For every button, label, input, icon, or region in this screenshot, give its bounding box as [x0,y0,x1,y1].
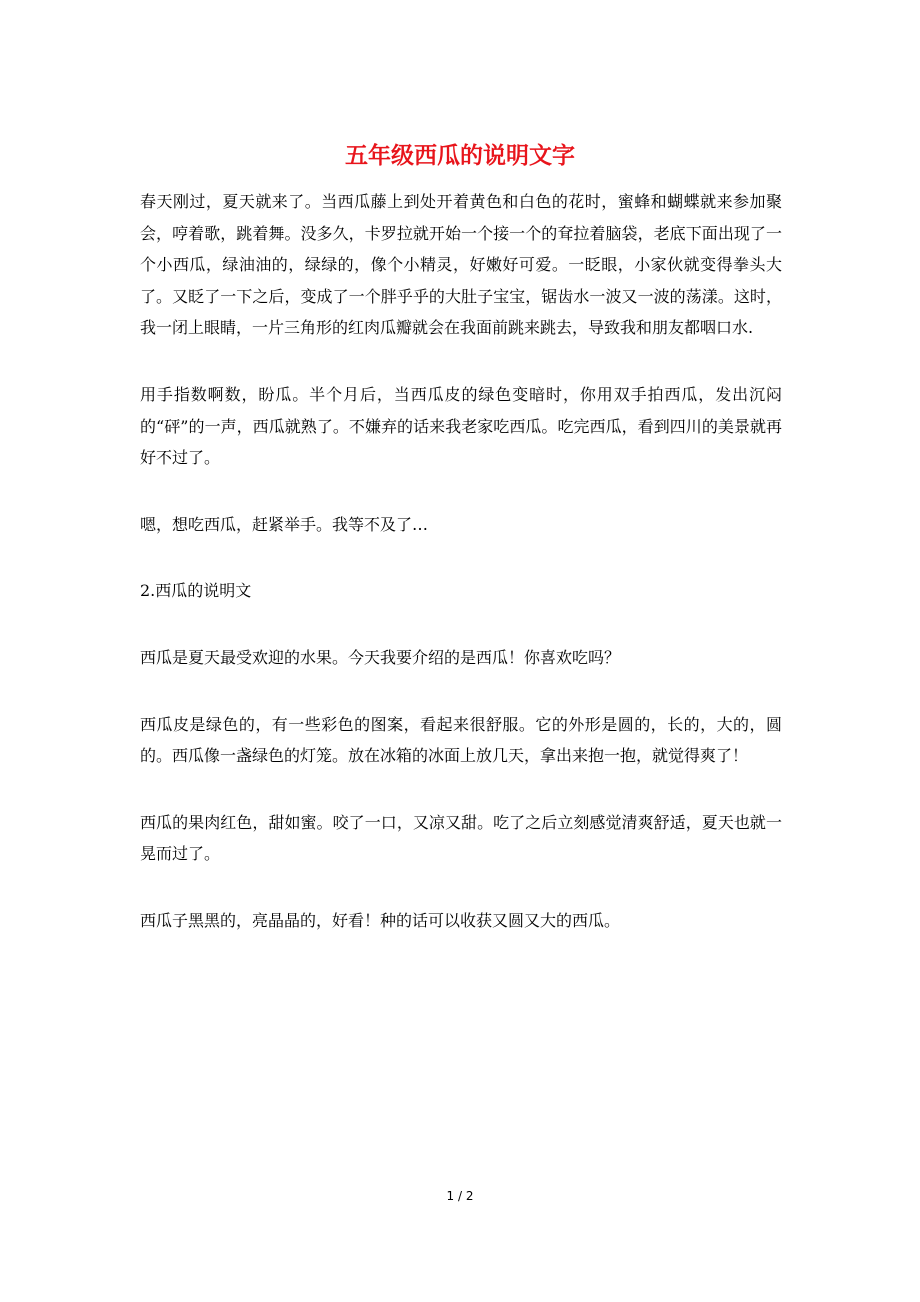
section-heading: 2.西瓜的说明文 [140,581,252,601]
page-number: 1 / 2 [446,1189,474,1203]
document-title: 五年级西瓜的说明文字 [345,142,575,169]
paragraph-seeds: 西瓜子黑黑的，亮晶晶的，好看！种的话可以收获又圆又大的西瓜。 [140,910,621,930]
paragraph-ripe-melon: 用手指数啊数，盼瓜。半个月后，当西瓜皮的绿色变暗时，你用双手拍西瓜，发出沉闷的“砰”的一声，西瓜就熟了。不嫌弃的话来我老家吃西瓜。吃完西瓜，看到四川的美景就再好不过了。 [140,384,782,468]
document-body [140,186,782,972]
paragraph-spring-summer: 春天刚过，夏天就来了。当西瓜藤上到处开着黄色和白色的花时，蜜蜂和蝴蝶就来参加聚会，哼着歌，跳着舞。没多久，卡罗拉就开始一个接一个的耷拉着脑袋，老底下面出现了一个小西瓜，绿油油的，绿绿的，像个小精灵，好嫩好可爱。一眨眼，小家伙就变得拳头大了。又眨了一下之后，变成了一个胖乎乎的大肚子宝宝，锯齿水一波又一波的荡漾。这时，我一闭上眼睛，一片三角形的红肉瓜瓣就会在我面前跳来跳去，导致我和朋友都咽口水. [140,192,782,338]
paragraph-rind: 西瓜皮是绿色的，有一些彩色的图案，看起来很舒服。它的外形是圆的，长的，大的，圆的。西瓜像一盏绿色的灯笼。放在冰箱的冰面上放几天，拿出来抱一抱，就觉得爽了！ [140,714,782,766]
paragraph-intro: 西瓜是夏天最受欢迎的水果。今天我要介绍的是西瓜！你喜欢吃吗？ [140,647,621,667]
paragraph-raise-hand: 嗯，想吃西瓜，赶紧举手。我等不及了… [140,514,429,534]
paragraph-flesh: 西瓜的果肉红色，甜如蜜。咬了一口，又凉又甜。吃了之后立刻感觉清爽舒适，夏天也就一晃而过了。 [140,812,782,864]
